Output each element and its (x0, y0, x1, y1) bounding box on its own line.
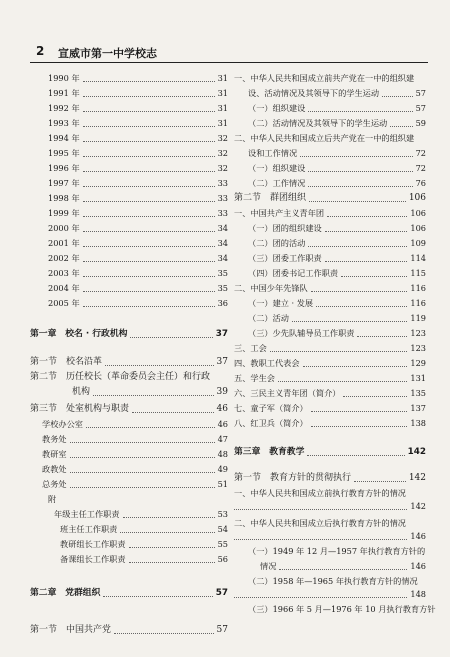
toc-section (30, 403, 228, 416)
toc-page-number: 32 (217, 133, 228, 143)
toc-entry-title: （二）活动 (248, 313, 289, 323)
toc-entry (234, 117, 426, 130)
toc-page-number: 146 (410, 561, 426, 571)
toc-entry-title: 1994 年 (48, 133, 80, 143)
toc-entry (234, 387, 426, 400)
toc-entry (234, 222, 426, 235)
dot-leader (130, 337, 213, 338)
toc-page-number: 32 (217, 163, 228, 173)
toc-entry-title: 第一节 中国共产党 (30, 625, 112, 635)
toc-entry (234, 417, 426, 430)
toc-page-number: 33 (217, 193, 228, 203)
dot-leader (70, 487, 215, 488)
toc-entry (30, 523, 228, 536)
toc-entry (30, 147, 228, 160)
dot-leader (83, 171, 215, 172)
toc-entry (30, 162, 228, 175)
toc-entry-title: 一、中国共产主义青年团 (234, 208, 325, 218)
toc-page-number: 106 (410, 208, 426, 218)
toc-entry-title: 第一节 校名沿革 (30, 357, 103, 367)
toc-entry (30, 418, 228, 431)
toc-entry-title: 第一章 校名 · 行政机构 (30, 329, 128, 339)
dot-leader (300, 156, 413, 157)
toc-entry (234, 87, 426, 100)
toc-page-number: 34 (217, 223, 228, 233)
toc-page-number: 72 (415, 163, 426, 173)
toc-entry (234, 357, 426, 370)
toc-page-number: 106 (410, 223, 426, 233)
toc-page-number: 39 (216, 387, 228, 397)
toc-entry (234, 102, 426, 115)
dot-leader (83, 141, 215, 142)
dot-leader (83, 291, 215, 292)
dot-leader (308, 186, 413, 187)
toc-entry (234, 530, 426, 543)
toc-entry-title: （一）组织建设 (248, 163, 306, 173)
toc-section (30, 371, 228, 384)
toc-entry-title: 第三章 教育教学 (234, 447, 305, 457)
dot-leader (123, 517, 215, 518)
toc-entry-title: 一、中华人民共和国成立前共产党在一中的组织建 (234, 73, 415, 83)
toc-page-number: 31 (217, 88, 228, 98)
toc-page-number: 33 (217, 178, 228, 188)
toc-entry-title: 第二节 历任校长（革命委员会主任）和行政 (30, 372, 211, 382)
toc-entry (30, 87, 228, 100)
toc-page-number: 48 (217, 449, 228, 459)
toc-entry-title: （二）工作情况 (248, 178, 306, 188)
toc-entry-title: 机构 (72, 387, 91, 397)
toc-page-number: 137 (410, 403, 426, 413)
toc-entry-title: 设、活动情况及其领导下的学生运动 (248, 88, 380, 98)
toc-entry-title: 一、中华人民共和国成立前执行教育方针的情况 (234, 488, 406, 498)
dot-leader (70, 442, 215, 443)
toc-page-number: 49 (217, 464, 228, 474)
toc-entry-title: 第二节 群团组织 (234, 193, 307, 203)
toc-entry (234, 588, 426, 601)
toc-entry-title: （一）1949 年 12 月—1957 年执行教育方针的 (248, 546, 426, 556)
dot-leader (83, 201, 215, 202)
toc-entry-title: （二）团的活动 (248, 238, 306, 248)
toc-page-number: 46 (216, 404, 228, 414)
toc-entry-title: 设和工作情况 (248, 148, 298, 158)
toc-entry (234, 177, 426, 190)
toc-section (30, 386, 228, 399)
dot-leader (308, 246, 407, 247)
toc-page-number: 57 (415, 103, 426, 113)
toc-section (30, 356, 228, 369)
toc-entry (234, 560, 426, 573)
dot-leader (83, 111, 215, 112)
toc-entry-title: 1996 年 (48, 163, 80, 173)
toc-entry-title: 2001 年 (48, 238, 80, 248)
toc-entry-title: 1997 年 (48, 178, 80, 188)
toc-page-number: 106 (408, 193, 426, 203)
dot-leader (83, 261, 215, 262)
dot-leader (308, 171, 413, 172)
toc-entry (234, 147, 426, 160)
toc-entry-title: 第二章 党群组织 (30, 588, 101, 598)
dot-leader (308, 111, 413, 112)
toc-page-number: 109 (410, 238, 426, 248)
toc-page-number: 114 (410, 253, 426, 263)
toc-entry (234, 372, 426, 385)
toc-page-number: 57 (216, 625, 228, 635)
toc-entry (30, 117, 228, 130)
dot-leader (341, 276, 407, 277)
toc-entry (234, 603, 436, 616)
toc-page-number: 129 (410, 358, 426, 368)
toc-entry (30, 282, 228, 295)
toc-entry-title: 三、工会 (234, 343, 267, 353)
toc-page-number: 53 (217, 509, 228, 519)
dot-leader (234, 597, 407, 598)
toc-entry-title: 1991 年 (48, 88, 80, 98)
toc-entry (234, 267, 426, 280)
toc-entry (30, 478, 228, 491)
toc-entry-title: 总务处 (42, 479, 67, 489)
dot-leader (292, 321, 407, 322)
toc-entry (30, 192, 228, 205)
dot-leader (70, 472, 215, 473)
toc-entry-title: 八、红卫兵（简介） (234, 418, 308, 428)
toc-page-number: 56 (217, 554, 228, 564)
toc-entry-title: 1998 年 (48, 193, 80, 203)
toc-entry (234, 252, 426, 265)
dot-leader (316, 306, 407, 307)
toc-entry (234, 132, 426, 145)
toc-entry-title: 五、学生会 (234, 373, 275, 383)
dot-leader (114, 633, 214, 634)
dot-leader (103, 596, 213, 597)
toc-entry-title: （四）团委书记工作职责 (248, 268, 339, 278)
dot-leader (83, 231, 215, 232)
toc-entry (234, 312, 426, 325)
book-title: 宣威市第一中学校志 (58, 47, 157, 60)
dot-leader (129, 547, 215, 548)
toc-entry (234, 517, 426, 530)
toc-entry (30, 222, 228, 235)
dot-leader (105, 365, 214, 366)
toc-entry (234, 237, 426, 250)
toc-page-number: 131 (410, 373, 426, 383)
dot-leader (311, 411, 407, 412)
toc-entry-title: 年级主任工作职责 (54, 509, 120, 519)
toc-entry-title: 2002 年 (48, 253, 80, 263)
dot-leader (309, 201, 406, 202)
toc-page-number: 33 (217, 208, 228, 218)
toc-entry (234, 402, 426, 415)
toc-page-number: 115 (410, 268, 426, 278)
toc-page-number: 123 (410, 343, 426, 353)
toc-section (234, 192, 426, 205)
toc-entry-title: （一）团的组织建设 (248, 223, 322, 233)
dot-leader (129, 562, 215, 563)
toc-page-number: 59 (415, 118, 426, 128)
toc-page-number: 142 (407, 447, 426, 457)
dot-leader (327, 216, 407, 217)
toc-entry-title: 1999 年 (48, 208, 80, 218)
toc-entry (30, 252, 228, 265)
toc-entry-title: 1992 年 (48, 103, 80, 113)
toc-entry-title: 附 (48, 494, 57, 504)
dot-leader (70, 457, 215, 458)
toc-entry (234, 575, 426, 588)
toc-page-number: 72 (415, 148, 426, 158)
toc-page-number: 32 (217, 148, 228, 158)
toc-entry-title: 1995 年 (48, 148, 80, 158)
dot-leader (311, 426, 407, 427)
toc-entry-title: 四、教职工代表会 (234, 358, 300, 368)
dot-leader (357, 336, 407, 337)
toc-entry-title: （二）1958 年—1965 年执行教育方针的情况 (248, 576, 418, 586)
toc-entry-title: 情况 (260, 561, 277, 571)
toc-entry-title: 备课组长工作职责 (60, 554, 126, 564)
dot-leader (325, 261, 407, 262)
dot-leader (311, 291, 407, 292)
toc-chapter (234, 446, 426, 459)
toc-entry-title: 学校办公室 (42, 419, 83, 429)
toc-entry (30, 553, 228, 566)
dot-leader (390, 126, 413, 127)
dot-leader (83, 276, 215, 277)
toc-entry (30, 102, 228, 115)
toc-entry (30, 207, 228, 220)
toc-entry (30, 448, 228, 461)
toc-entry-title: 教研室 (42, 449, 67, 459)
page-number: 2 (36, 44, 45, 58)
toc-entry (234, 487, 426, 500)
dot-leader (83, 216, 215, 217)
toc-page-number: 116 (410, 298, 426, 308)
toc-section (30, 624, 228, 637)
toc-entry-title: 2003 年 (48, 268, 80, 278)
toc-page-number: 31 (217, 73, 228, 83)
toc-page-number: 35 (217, 283, 228, 293)
toc-entry-title: （三）少先队辅导员工作职责 (248, 328, 355, 338)
toc-entry-title: 班主任工作职责 (60, 524, 118, 534)
dot-leader (83, 96, 215, 97)
toc-page-number: 34 (217, 238, 228, 248)
dot-leader (307, 455, 405, 456)
toc-entry (234, 162, 426, 175)
toc-entry-title: 教研组长工作职责 (60, 539, 126, 549)
dot-leader (83, 81, 215, 82)
running-header (30, 44, 428, 63)
toc-entry (234, 500, 426, 513)
toc-entry (30, 538, 228, 551)
toc-entry (234, 545, 426, 558)
toc-entry (234, 342, 426, 355)
toc-page-number: 57 (215, 588, 228, 598)
dot-leader (270, 351, 407, 352)
dot-leader (234, 509, 407, 510)
toc-entry (30, 297, 228, 310)
dot-leader (303, 366, 407, 367)
toc-entry-title: 1990 年 (48, 73, 80, 83)
dot-leader (83, 186, 215, 187)
toc-entry (30, 267, 228, 280)
dot-leader (132, 412, 214, 413)
toc-entry-title: 2004 年 (48, 283, 80, 293)
toc-page-number: 35 (217, 268, 228, 278)
toc-entry (234, 327, 426, 340)
toc-page-number: 31 (217, 118, 228, 128)
toc-page-number: 135 (410, 388, 426, 398)
dot-leader (354, 481, 406, 482)
toc-entry (234, 72, 426, 85)
toc-entry-title: （一）建立 · 发展 (248, 298, 314, 308)
toc-entry (30, 237, 228, 250)
toc-entry-title: 1993 年 (48, 118, 80, 128)
toc-entry (30, 177, 228, 190)
toc-entry-title: 2000 年 (48, 223, 80, 233)
toc-entry-title: 二、中华人民共和国成立后共产党在一中的组织建 (234, 133, 415, 143)
toc-page-number: 138 (410, 418, 426, 428)
toc-page-number: 36 (217, 298, 228, 308)
toc-page-number: 123 (410, 328, 426, 338)
toc-page-number: 142 (408, 473, 426, 483)
toc-entry (234, 207, 426, 220)
toc-page-number: 37 (215, 329, 228, 339)
toc-entry-title: 二、中国少年先锋队 (234, 283, 308, 293)
dot-leader (83, 306, 215, 307)
toc-page-number: 47 (217, 434, 228, 444)
toc-page-number: 54 (217, 524, 228, 534)
toc-entry (30, 433, 228, 446)
toc-entry (30, 508, 228, 521)
dot-leader (83, 126, 215, 127)
dot-leader (234, 539, 407, 540)
dot-leader (93, 395, 214, 396)
toc-page-number: 142 (410, 501, 426, 511)
toc-entry (234, 282, 426, 295)
toc-entry-title: 六、三民主义青年团（简介） (234, 388, 341, 398)
toc-entry-title: （三）1966 年 5 月—1976 年 10 月执行教育方针 (248, 604, 436, 614)
toc-entry-title: （一）组织建设 (248, 103, 306, 113)
toc-section (234, 472, 426, 485)
toc-entry-title: 第三节 处室机构与职责 (30, 404, 130, 414)
toc-entry-title: 2005 年 (48, 298, 80, 308)
dot-leader (325, 231, 407, 232)
toc-entry-title: 七、童子军（简介） (234, 403, 308, 413)
toc-page-number: 37 (216, 357, 228, 367)
toc-entry (30, 463, 228, 476)
toc-chapter (30, 328, 228, 341)
toc-entry-title: 政教处 (42, 464, 67, 474)
dot-leader (279, 569, 407, 570)
toc-entry-title: 第一节 教育方针的贯彻执行 (234, 473, 352, 483)
dot-leader (83, 246, 215, 247)
toc-entry (30, 72, 228, 85)
toc-entry (30, 493, 228, 506)
dot-leader (278, 381, 407, 382)
dot-leader (83, 156, 215, 157)
toc-page-number: 51 (217, 479, 228, 489)
toc-chapter (30, 587, 228, 600)
toc-entry (30, 132, 228, 145)
dot-leader (120, 532, 215, 533)
toc-page-number: 57 (415, 88, 426, 98)
toc-entry-title: （三）团委工作职责 (248, 253, 322, 263)
toc-entry-title: 二、中华人民共和国成立后执行教育方针的情况 (234, 518, 406, 528)
toc-entry (234, 297, 426, 310)
toc-page-number: 46 (217, 419, 228, 429)
toc-page-number: 116 (410, 283, 426, 293)
toc-entry-title: 教务处 (42, 434, 67, 444)
toc-page-number: 146 (410, 531, 426, 541)
toc-page-number: 148 (410, 589, 426, 599)
dot-leader (86, 427, 215, 428)
toc-entry-title: （二）活动情况及其领导下的学生运动 (248, 118, 388, 128)
toc-page-number: 76 (415, 178, 426, 188)
toc-page-number: 34 (217, 253, 228, 263)
toc-page-number: 55 (217, 539, 228, 549)
dot-leader (343, 396, 407, 397)
dot-leader (382, 96, 413, 97)
toc-page-number: 31 (217, 103, 228, 113)
toc-page-number: 119 (410, 313, 426, 323)
